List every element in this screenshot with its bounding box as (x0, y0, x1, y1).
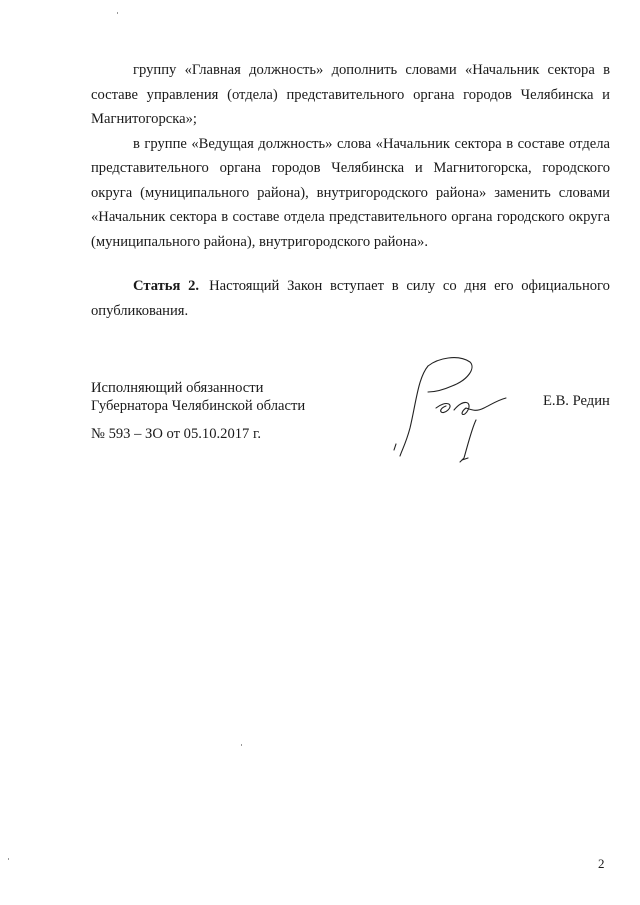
law-number: № 593 – ЗО от 05.10.2017 г. (91, 426, 261, 442)
law-amendment-text (91, 58, 610, 254)
paragraph-leading-position: в группе «Ведущая должность» слова «Начальник сектора в составе отдела представительного органа городов Челябинска и Магнитогорска, городского округа (муниципального района), внутригородского района» заменить словами «Начальник сектора в составе отдела представительного органа городского округа (муниципального района), внутригородского района». (91, 135, 610, 250)
article-2-paragraph (91, 274, 610, 323)
signer-name: Е.В. Редин (543, 393, 610, 409)
article-2 (91, 274, 610, 323)
handwritten-signature (388, 348, 528, 466)
scan-speck (117, 12, 118, 14)
article-2-label: Статья 2. (133, 278, 200, 294)
signer-role-line1: Исполняющий обязанности (91, 380, 264, 396)
scan-speck (8, 858, 9, 860)
article-2-text: Настоящий Закон вступает в силу со дня его официального опубликования. (91, 278, 610, 319)
page-number: 2 (598, 856, 605, 871)
signer-role (91, 379, 305, 415)
paragraph-main-position: группу «Главная должность» дополнить словами «Начальник сектора в составе управления (отдела) представительного органа городов Челябинска и Магнитогорска»; (91, 62, 610, 127)
signer-role-line2: Губернатора Челябинской области (91, 398, 306, 414)
scan-speck (241, 744, 242, 746)
